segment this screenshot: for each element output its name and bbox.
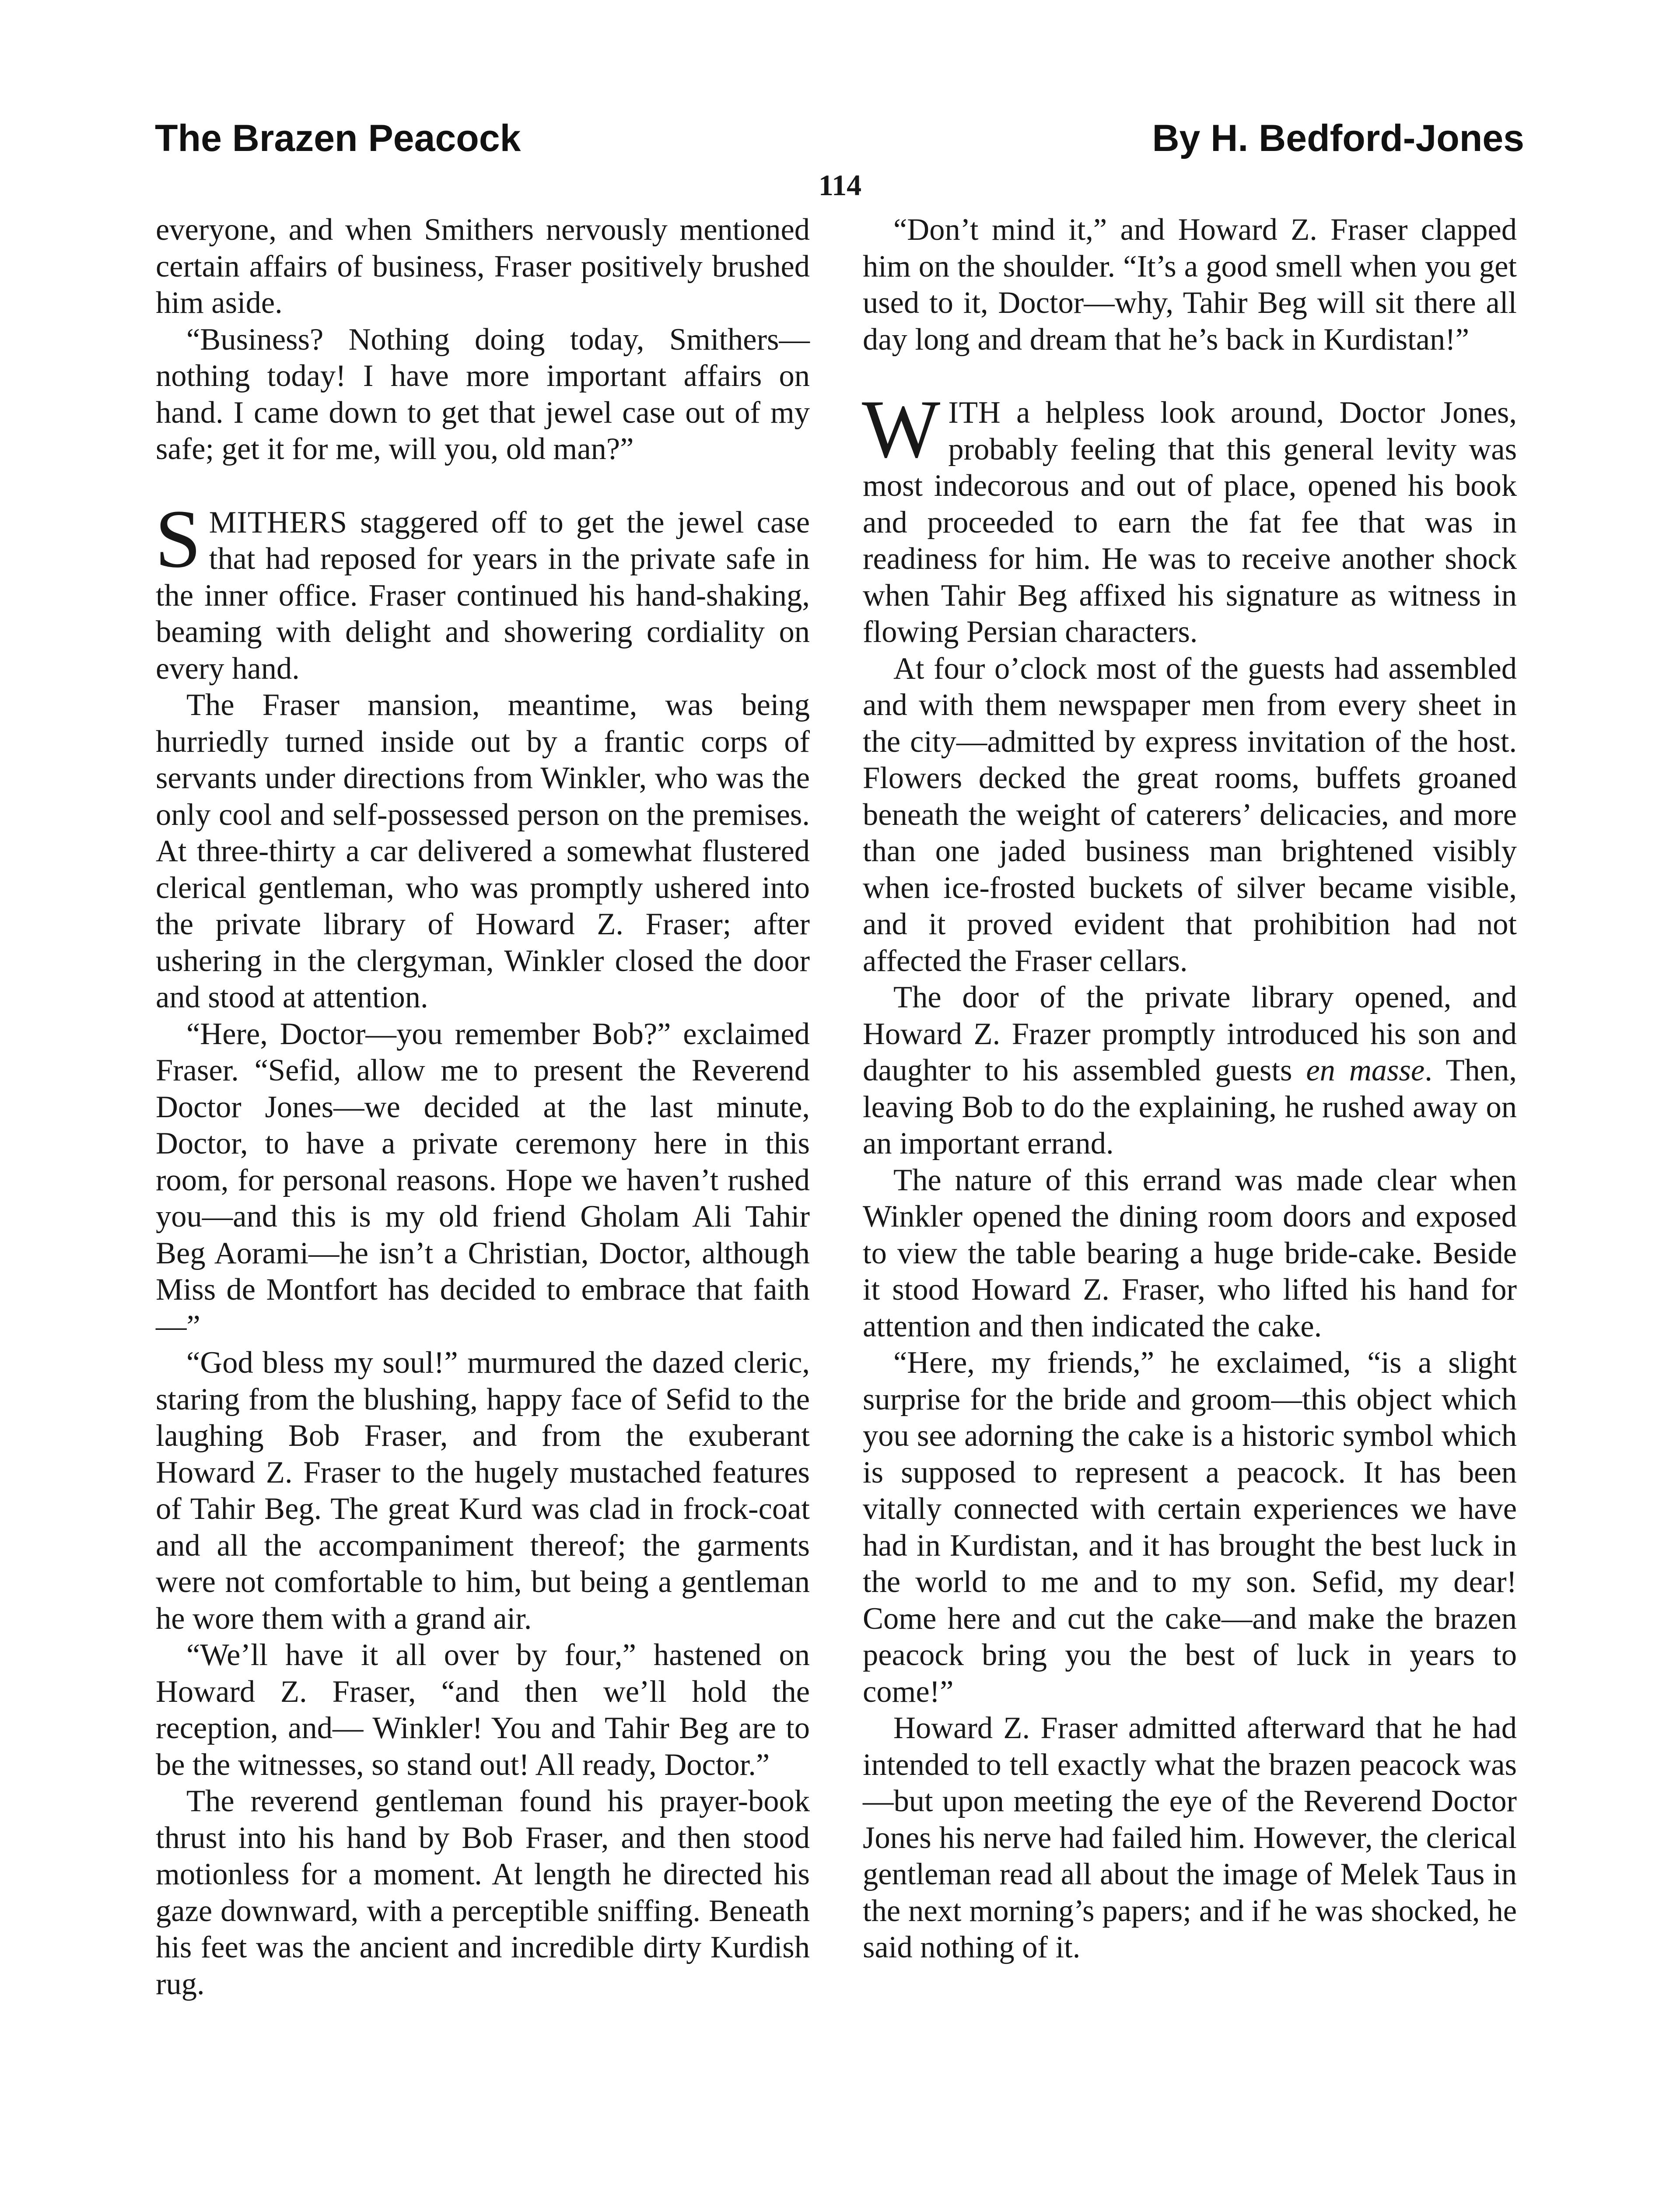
italic-phrase: en masse (1306, 1053, 1425, 1087)
paragraph-dropcap (155, 493, 810, 687)
paragraph: “Don’t mind it,” and Howard Z. Fraser clapped him on the shoulder. “It’s a good smell when you get used to it, Doctor—why, Tahir Beg will sit there all day long and dream that he’s back in Kurdistan!” (863, 213, 1517, 357)
right-column (863, 212, 1517, 1966)
lead-word: ITH (948, 396, 1001, 430)
running-head (155, 117, 1524, 159)
paragraph-dropcap (862, 383, 1517, 651)
paragraph-text: The door of the private library opened, and Howard Z. Frazer promptly introduced his son and daughter to his assembled guests (863, 980, 1517, 1087)
paragraph: “God bless my soul!” murmured the dazed cleric, staring from the blushing, happy face of Sefid to the laughing Bob Fraser, and from the exuberant Howard Z. Fraser to the hugely mustached features of Tahir Beg. The great Kurd was clad in frock-coat and all the accompaniment thereof; the garments were not comfortable to him, but being a gentleman he wore them with a grand air. (156, 1346, 810, 1636)
paragraph-text: staggered off to get the jewel case that had reposed for years in the private safe in the inner office. Fraser continued his hand-shaking, beaming with delight and showering cordiality on every hand. (156, 505, 810, 686)
page-number: 114 (818, 168, 862, 202)
story-title: The Brazen Peacock (155, 117, 521, 159)
drop-cap: S (155, 493, 201, 585)
paragraph: “Here, my friends,” he exclaimed, “is a slight surprise for the bride and groom—this object which you see adorning the cake is a historic symbol which is supposed to represent a peacock. It has been vitally connected with certain experiences we have had in Kurdistan, and it has brought the best luck in the world to me and to my son. Sefid, my dear! Come here and cut the cake—and make the brazen peacock bring you the best of luck in years to come!” (863, 1346, 1517, 1709)
paragraph: The reverend gentleman found his prayer-book thrust into his hand by Bob Fraser, and then stood motionless for a moment. At length he directed his gaze downward, with a perceptible sniffing. Beneath his feet was the ancient and incredible dirty Kurdish rug. (156, 1784, 810, 2001)
paragraph-text: a helpless look around, Doctor Jones, probably feeling that this general levity was most indecorous and out of place, opened his book and proceeded to earn the fat fee that was in readiness for him. He was to receive another shock when Tahir Beg affixed his signature as witness in flowing Persian characters. (863, 396, 1517, 649)
paragraph: At four o’clock most of the guests had assembled and with them newspaper men from every sheet in the city—admitted by express invitation of the host. Flowers decked the great rooms, buffets groaned beneath the weight of caterers’ delicacies, and more than one jaded business man brightened visibly when ice-frosted buckets of silver became visible, and it proved evident that prohibition had not affected the Fraser cellars. (863, 651, 1517, 978)
paragraph: everyone, and when Smithers nervously mentioned certain affairs of business, Fraser positively brushed him aside. (156, 213, 810, 320)
paragraph: “Here, Doctor—you remember Bob?” exclaimed Fraser. “Sefid, allow me to present the Reverend Doctor Jones—we decided at the last minute, Doctor, to have a private ceremony here in this room, for personal reasons. Hope we haven’t rushed you—and this is my old friend Gholam Ali Tahir Beg Aorami—he isn’t a Christian, Doctor, although Miss de Montfort has decided to embrace that faith—” (156, 1017, 810, 1343)
drop-cap: W (862, 383, 941, 475)
paragraph: The nature of this errand was made clear when Winkler opened the dining room doors and exposed to view the table bearing a huge bride-cake. Beside it stood Howard Z. Fraser, who lifted his hand for attention and then indicated the cake. (863, 1163, 1517, 1343)
lead-word: MITHERS (209, 505, 348, 540)
paragraph: Howard Z. Fraser admitted afterward that he had intended to tell exactly what the brazen peacock was—but upon meeting the eye of the Reverend Doctor Jones his nerve had failed him. However, the clerical gentleman read all about the image of Melek Taus in the next morning’s papers; and if he was shocked, he said nothing of it. (863, 1711, 1517, 1964)
paragraph: “Business? Nothing doing today, Smithers—nothing today! I have more important affairs on hand. I came down to get that jewel case out of my safe; get it for me, will you, old man?” (156, 322, 810, 466)
paragraph-text: . Then, leaving Bob to do the explaining, he rushed away on an important errand. (863, 1053, 1517, 1161)
paragraph: The Fraser mansion, meantime, was being hurriedly turned inside out by a frantic corps of servants under directions from Winkler, who was the only cool and self-possessed person on the premises. At three-thirty a car delivered a somewhat flustered clerical gentleman, who was promptly ushered into the private library of Howard Z. Fraser; after ushering in the clergyman, Winkler closed the door and stood at attention. (156, 688, 810, 1014)
paragraph: “We’ll have it all over by four,” hastened on Howard Z. Fraser, “and then we’ll hold the reception, and— Winkler! You and Tahir Beg are to be the witnesses, so stand out! All ready, Doctor.” (156, 1638, 810, 1782)
left-column (156, 212, 810, 2002)
paragraph (863, 979, 1517, 1162)
story-author: By H. Bedford-Jones (1152, 117, 1524, 159)
